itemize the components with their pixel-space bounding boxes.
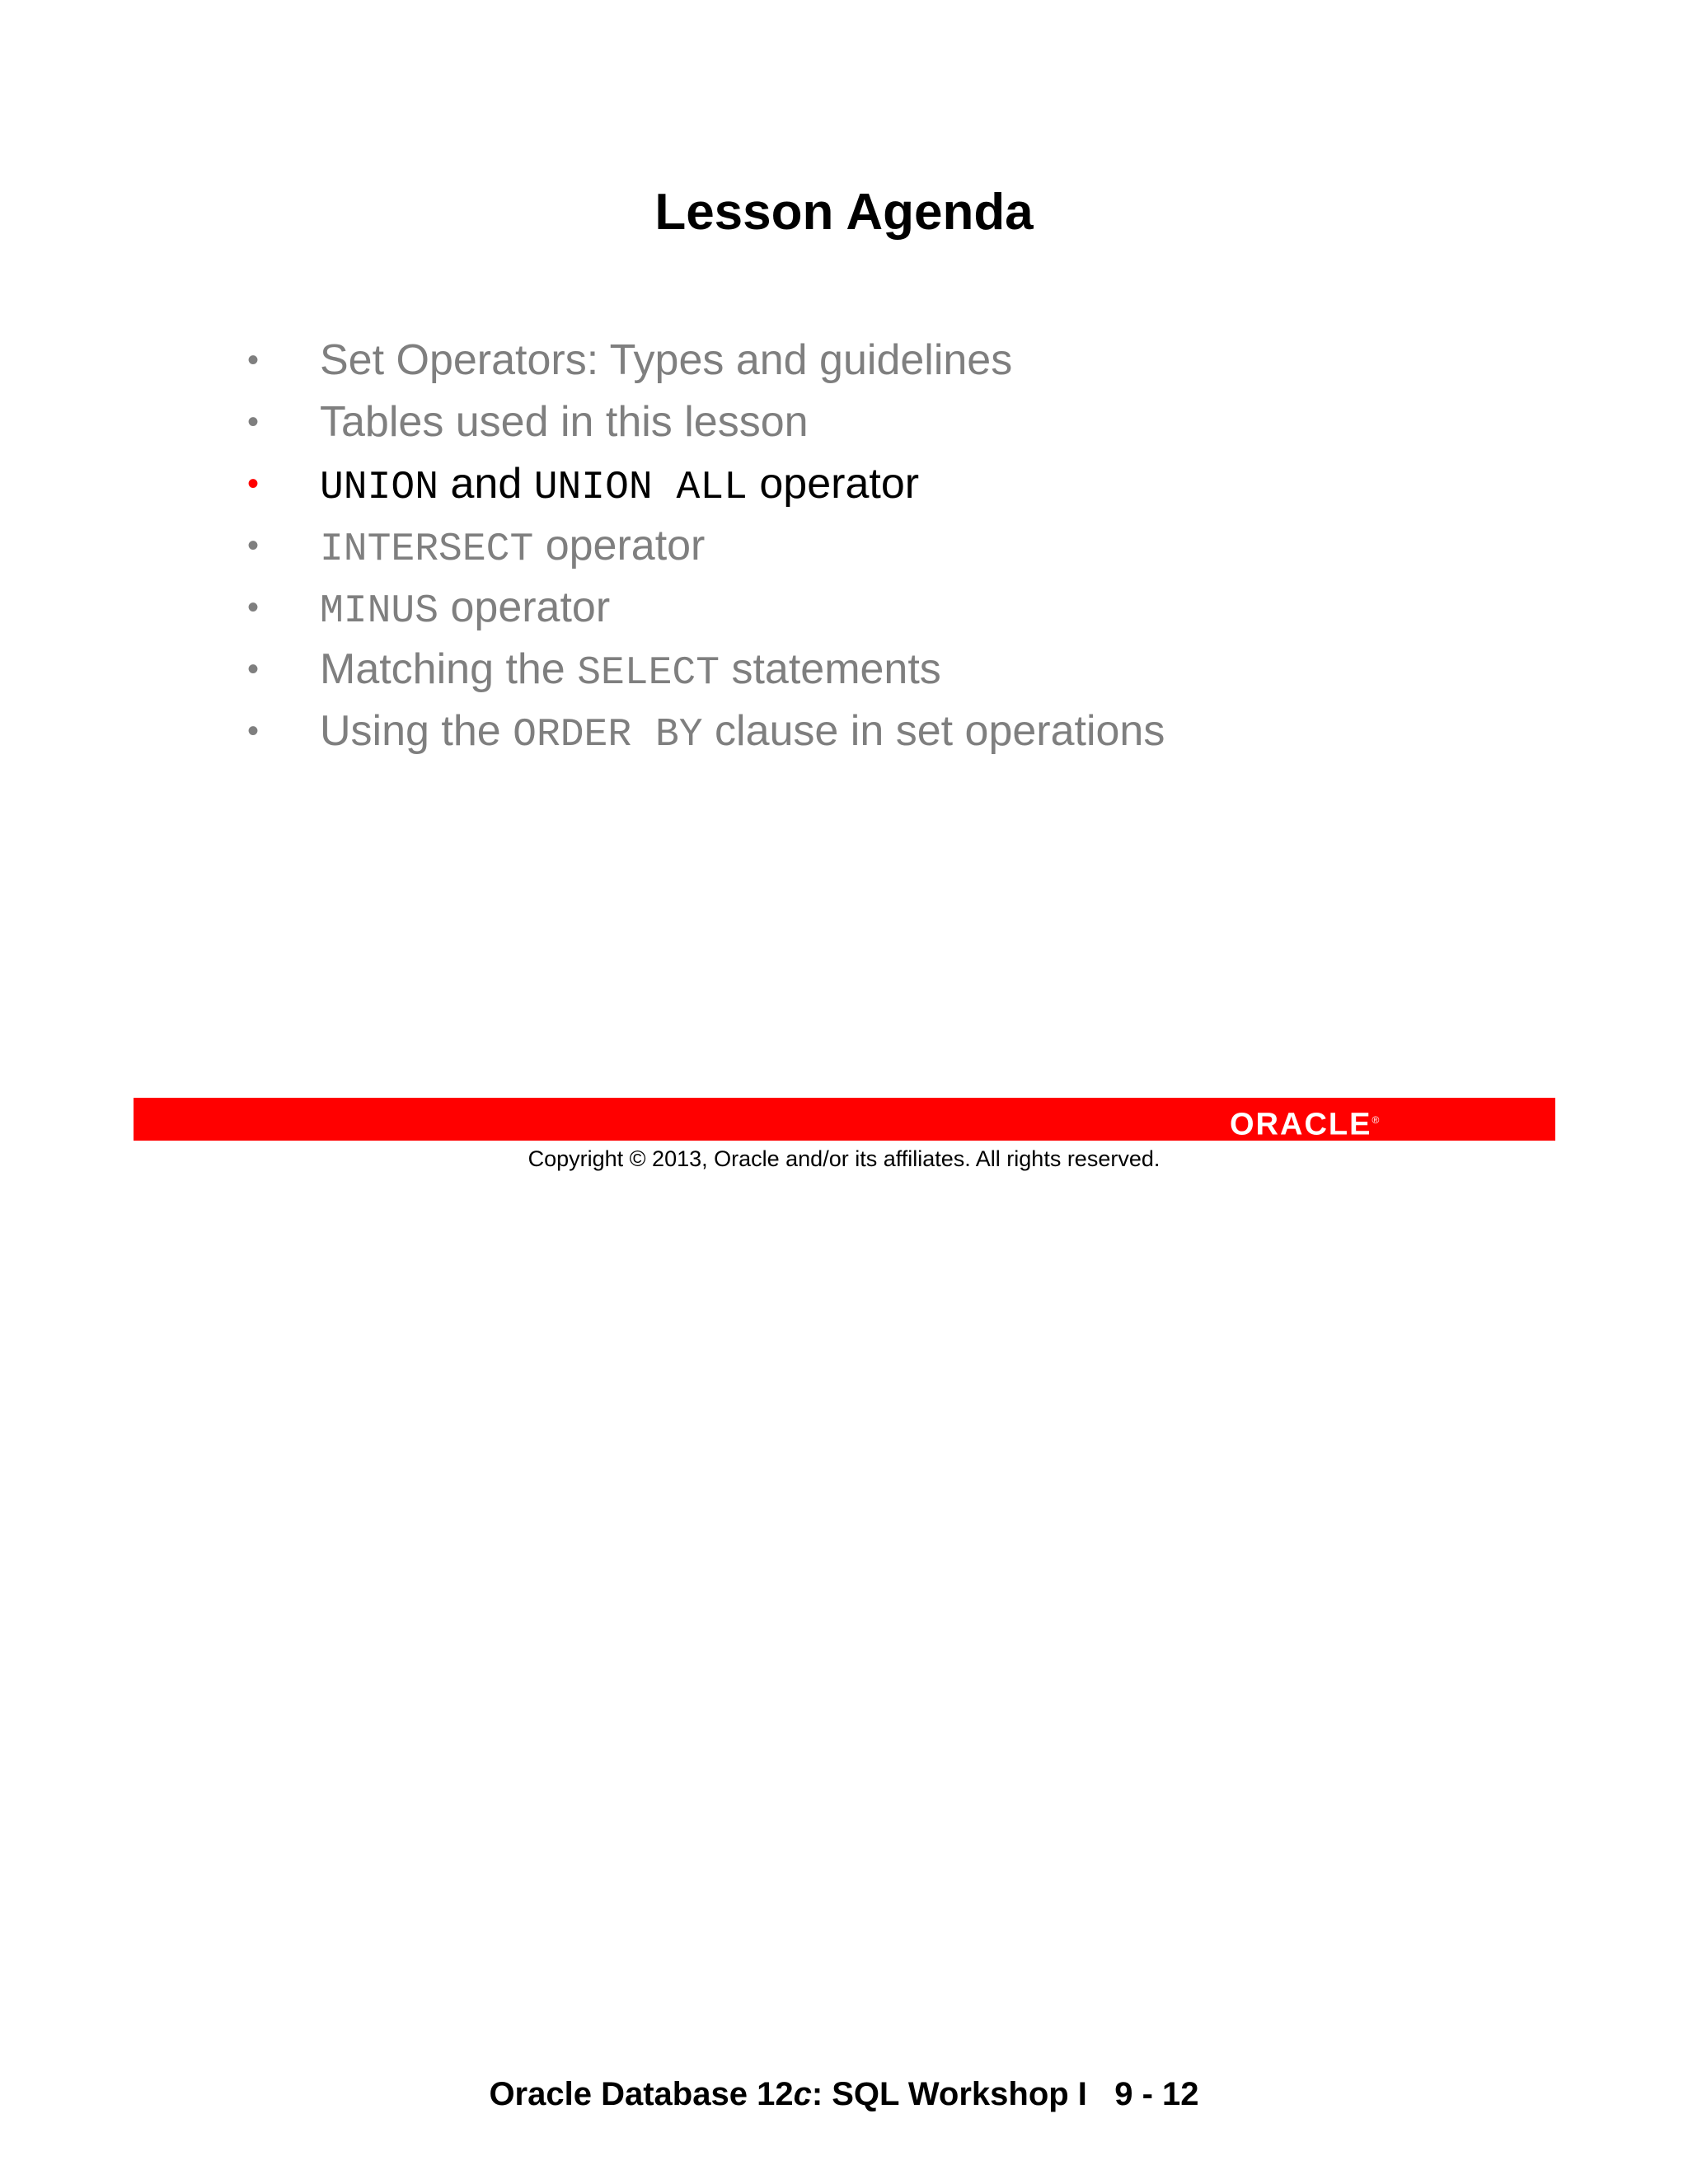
agenda-item-code: MINUS	[320, 589, 439, 634]
copyright-notice: Copyright © 2013, Oracle and/or its affiliates. All rights reserved.	[528, 1146, 1160, 1171]
slide-title: Lesson Agenda	[654, 184, 1034, 241]
page-footer	[0, 2071, 1688, 2117]
bullet-icon: •	[247, 527, 260, 564]
agenda-item-code: UNION	[320, 466, 439, 510]
agenda-item-code: ORDER BY	[513, 713, 703, 757]
agenda-item	[247, 701, 1165, 762]
agenda-item-text: Using the	[320, 707, 513, 755]
agenda-item	[247, 391, 1165, 453]
agenda-item-text: Tables used in this lesson	[320, 398, 809, 446]
agenda-list	[247, 330, 1165, 762]
agenda-item-text: Set Operators: Types and guidelines	[320, 336, 1013, 384]
oracle-logo-text: ORACLE	[1230, 1107, 1372, 1142]
agenda-item	[247, 577, 1165, 639]
agenda-item	[247, 515, 1165, 577]
footer-prefix: Oracle Database 12	[489, 2076, 794, 2112]
agenda-item	[247, 330, 1165, 391]
agenda-item-code: INTERSECT	[320, 527, 534, 572]
agenda-item-code: UNION ALL	[533, 466, 748, 510]
agenda-item-text: statements	[720, 645, 941, 693]
agenda-item-text: operator	[438, 583, 611, 631]
oracle-logo	[1230, 1104, 1380, 1142]
agenda-item-text: operator	[533, 522, 706, 569]
footer-suffix: : SQL Workshop I 9 - 12	[811, 2076, 1199, 2112]
agenda-item-code: SELECT	[577, 651, 720, 696]
agenda-item-text: operator	[747, 460, 920, 508]
bullet-icon: •	[247, 342, 260, 378]
footer-italic: c	[793, 2076, 812, 2112]
agenda-item-text: clause in set operations	[702, 707, 1165, 755]
agenda-item-text: and	[438, 460, 534, 508]
registered-mark: ®	[1372, 1114, 1380, 1126]
bullet-icon: •	[247, 651, 260, 687]
agenda-item	[247, 639, 1165, 701]
bullet-icon: •	[247, 589, 260, 626]
bullet-icon: •	[247, 466, 260, 502]
bullet-icon: •	[247, 713, 260, 749]
agenda-item-text: Matching the	[320, 645, 578, 693]
agenda-item	[247, 453, 1165, 515]
bullet-icon: •	[247, 404, 260, 440]
